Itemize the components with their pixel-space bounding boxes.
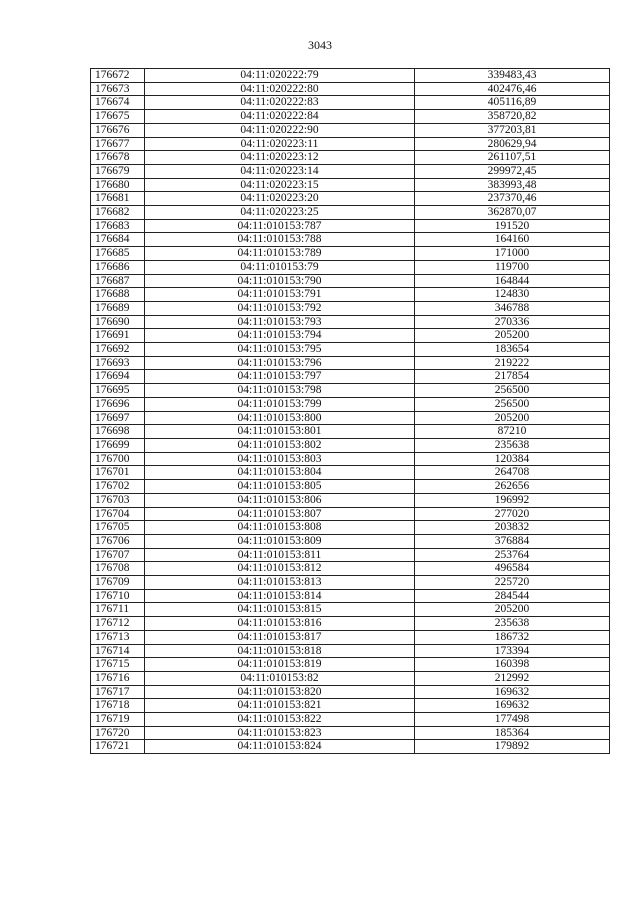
cadastral-number-cell: 04:11:020222:84	[145, 110, 415, 124]
cadastral-value-cell: 120384	[415, 452, 610, 466]
table-row	[91, 534, 610, 548]
table-row	[91, 315, 610, 329]
cadastral-value-cell: 164160	[415, 233, 610, 247]
row-number-cell: 176716	[91, 671, 145, 685]
cadastral-number-cell: 04:11:010153:823	[145, 726, 415, 740]
cadastral-value-cell: 169632	[415, 699, 610, 713]
table-row	[91, 438, 610, 452]
table-row	[91, 96, 610, 110]
cadastral-number-cell: 04:11:010153:819	[145, 658, 415, 672]
cadastral-value-cell: 280629,94	[415, 137, 610, 151]
cadastral-number-cell: 04:11:010153:815	[145, 603, 415, 617]
cadastral-value-cell: 402476,46	[415, 82, 610, 96]
cadastral-number-cell: 04:11:010153:795	[145, 343, 415, 357]
table-row	[91, 685, 610, 699]
table-row	[91, 630, 610, 644]
row-number-cell: 176688	[91, 288, 145, 302]
row-number-cell: 176690	[91, 315, 145, 329]
cadastral-number-cell: 04:11:010153:822	[145, 713, 415, 727]
table-row	[91, 644, 610, 658]
cadastral-value-cell: 179892	[415, 740, 610, 754]
row-number-cell: 176694	[91, 370, 145, 384]
cadastral-value-cell: 235638	[415, 617, 610, 631]
row-number-cell: 176697	[91, 411, 145, 425]
row-number-cell: 176705	[91, 521, 145, 535]
table-row	[91, 713, 610, 727]
row-number-cell: 176685	[91, 247, 145, 261]
cadastral-value-cell: 496584	[415, 562, 610, 576]
cadastral-value-cell: 183654	[415, 343, 610, 357]
cadastral-number-cell: 04:11:020223:11	[145, 137, 415, 151]
table-row	[91, 219, 610, 233]
table-row	[91, 151, 610, 165]
row-number-cell: 176689	[91, 301, 145, 315]
cadastral-number-cell: 04:11:010153:792	[145, 301, 415, 315]
row-number-cell: 176691	[91, 329, 145, 343]
row-number-cell: 176699	[91, 438, 145, 452]
cadastral-number-cell: 04:11:010153:804	[145, 466, 415, 480]
cadastral-value-cell: 377203,81	[415, 123, 610, 137]
row-number-cell: 176693	[91, 356, 145, 370]
table-row	[91, 343, 610, 357]
table-row	[91, 548, 610, 562]
table-row	[91, 740, 610, 754]
table-row	[91, 411, 610, 425]
table-row	[91, 452, 610, 466]
cadastral-value-cell: 235638	[415, 438, 610, 452]
cadastral-value-cell: 261107,51	[415, 151, 610, 165]
table-row	[91, 233, 610, 247]
row-number-cell: 176709	[91, 576, 145, 590]
cadastral-value-cell: 203832	[415, 521, 610, 535]
cadastral-value-cell: 256500	[415, 384, 610, 398]
cadastral-value-cell: 405116,89	[415, 96, 610, 110]
cadastral-value-cell: 256500	[415, 397, 610, 411]
table-row	[91, 466, 610, 480]
cadastral-value-cell: 299972,45	[415, 164, 610, 178]
row-number-cell: 176720	[91, 726, 145, 740]
cadastral-value-cell: 376884	[415, 534, 610, 548]
cadastral-value-cell: 284544	[415, 589, 610, 603]
cadastral-number-cell: 04:11:010153:816	[145, 617, 415, 631]
cadastral-value-cell: 124830	[415, 288, 610, 302]
cadastral-number-cell: 04:11:020223:15	[145, 178, 415, 192]
cadastral-number-cell: 04:11:010153:814	[145, 589, 415, 603]
row-number-cell: 176719	[91, 713, 145, 727]
table-row	[91, 507, 610, 521]
cadastral-value-cell: 185364	[415, 726, 610, 740]
row-number-cell: 176681	[91, 192, 145, 206]
cadastral-value-cell: 169632	[415, 685, 610, 699]
table-row	[91, 521, 610, 535]
row-number-cell: 176711	[91, 603, 145, 617]
cadastral-number-cell: 04:11:010153:789	[145, 247, 415, 261]
cadastral-value-cell: 253764	[415, 548, 610, 562]
table-row	[91, 699, 610, 713]
row-number-cell: 176707	[91, 548, 145, 562]
cadastral-value-cell: 339483,43	[415, 69, 610, 83]
cadastral-number-cell: 04:11:010153:817	[145, 630, 415, 644]
cadastral-value-cell: 270336	[415, 315, 610, 329]
cadastral-value-cell: 171000	[415, 247, 610, 261]
table-row	[91, 192, 610, 206]
cadastral-number-cell: 04:11:010153:793	[145, 315, 415, 329]
row-number-cell: 176672	[91, 69, 145, 83]
cadastral-value-cell: 237370,46	[415, 192, 610, 206]
table-row	[91, 69, 610, 83]
table-row	[91, 617, 610, 631]
table-row	[91, 288, 610, 302]
cadastral-value-cell: 212992	[415, 671, 610, 685]
table-row	[91, 384, 610, 398]
cadastral-number-cell: 04:11:010153:811	[145, 548, 415, 562]
table-row	[91, 425, 610, 439]
row-number-cell: 176695	[91, 384, 145, 398]
cadastral-number-cell: 04:11:020222:83	[145, 96, 415, 110]
cadastral-number-cell: 04:11:010153:800	[145, 411, 415, 425]
table-row	[91, 123, 610, 137]
table-row	[91, 301, 610, 315]
cadastral-value-cell: 217854	[415, 370, 610, 384]
cadastral-number-cell: 04:11:010153:790	[145, 274, 415, 288]
cadastral-number-cell: 04:11:010153:824	[145, 740, 415, 754]
cadastral-value-cell: 383993,48	[415, 178, 610, 192]
cadastral-number-cell: 04:11:010153:809	[145, 534, 415, 548]
cadastral-number-cell: 04:11:020223:25	[145, 206, 415, 220]
cadastral-number-cell: 04:11:010153:812	[145, 562, 415, 576]
cadastral-number-cell: 04:11:010153:82	[145, 671, 415, 685]
cadastral-value-cell: 358720,82	[415, 110, 610, 124]
row-number-cell: 176673	[91, 82, 145, 96]
cadastral-value-cell: 173394	[415, 644, 610, 658]
row-number-cell: 176684	[91, 233, 145, 247]
row-number-cell: 176687	[91, 274, 145, 288]
table-row	[91, 274, 610, 288]
cadastral-number-cell: 04:11:020223:20	[145, 192, 415, 206]
table-row	[91, 726, 610, 740]
cadastral-number-cell: 04:11:010153:806	[145, 493, 415, 507]
row-number-cell: 176700	[91, 452, 145, 466]
cadastral-number-cell: 04:11:020222:80	[145, 82, 415, 96]
table-row	[91, 562, 610, 576]
row-number-cell: 176674	[91, 96, 145, 110]
table-row	[91, 82, 610, 96]
row-number-cell: 176712	[91, 617, 145, 631]
cadastral-number-cell: 04:11:010153:791	[145, 288, 415, 302]
row-number-cell: 176703	[91, 493, 145, 507]
cadastral-number-cell: 04:11:020223:12	[145, 151, 415, 165]
cadastral-number-cell: 04:11:010153:798	[145, 384, 415, 398]
cadastral-number-cell: 04:11:010153:803	[145, 452, 415, 466]
cadastral-value-cell: 196992	[415, 493, 610, 507]
cadastral-value-cell: 87210	[415, 425, 610, 439]
cadastral-value-cell: 205200	[415, 411, 610, 425]
cadastral-number-cell: 04:11:010153:818	[145, 644, 415, 658]
table-row	[91, 480, 610, 494]
row-number-cell: 176686	[91, 260, 145, 274]
cadastral-value-cell: 262656	[415, 480, 610, 494]
cadastral-number-cell: 04:11:010153:799	[145, 397, 415, 411]
cadastral-number-cell: 04:11:010153:79	[145, 260, 415, 274]
row-number-cell: 176715	[91, 658, 145, 672]
table-body	[91, 69, 610, 754]
row-number-cell: 176701	[91, 466, 145, 480]
cadastral-number-cell: 04:11:010153:797	[145, 370, 415, 384]
cadastral-value-cell: 186732	[415, 630, 610, 644]
cadastral-number-cell: 04:11:010153:821	[145, 699, 415, 713]
row-number-cell: 176713	[91, 630, 145, 644]
cadastral-value-cell: 164844	[415, 274, 610, 288]
cadastral-number-cell: 04:11:010153:787	[145, 219, 415, 233]
table-row	[91, 206, 610, 220]
row-number-cell: 176721	[91, 740, 145, 754]
row-number-cell: 176702	[91, 480, 145, 494]
table-row	[91, 603, 610, 617]
cadastral-value-cell: 205200	[415, 603, 610, 617]
table-row	[91, 329, 610, 343]
cadastral-number-cell: 04:11:010153:802	[145, 438, 415, 452]
cadastral-value-cell: 264708	[415, 466, 610, 480]
cadastral-number-cell: 04:11:010153:813	[145, 576, 415, 590]
cadastral-value-cell: 119700	[415, 260, 610, 274]
row-number-cell: 176676	[91, 123, 145, 137]
table-row	[91, 589, 610, 603]
cadastral-number-cell: 04:11:010153:801	[145, 425, 415, 439]
table-row	[91, 178, 610, 192]
cadastral-number-cell: 04:11:020222:79	[145, 69, 415, 83]
cadastral-number-cell: 04:11:010153:794	[145, 329, 415, 343]
cadastral-number-cell: 04:11:010153:807	[145, 507, 415, 521]
cadastral-value-cell: 160398	[415, 658, 610, 672]
row-number-cell: 176696	[91, 397, 145, 411]
row-number-cell: 176692	[91, 343, 145, 357]
row-number-cell: 176706	[91, 534, 145, 548]
table-row	[91, 260, 610, 274]
cadastral-number-cell: 04:11:010153:805	[145, 480, 415, 494]
cadastral-value-cell: 277020	[415, 507, 610, 521]
cadastral-value-cell: 225720	[415, 576, 610, 590]
cadastral-number-cell: 04:11:010153:820	[145, 685, 415, 699]
cadastral-value-cell: 205200	[415, 329, 610, 343]
cadastral-number-cell: 04:11:010153:796	[145, 356, 415, 370]
row-number-cell: 176704	[91, 507, 145, 521]
cadastral-value-cell: 362870,07	[415, 206, 610, 220]
cadastral-number-cell: 04:11:020222:90	[145, 123, 415, 137]
cadastral-value-table	[90, 68, 610, 754]
row-number-cell: 176683	[91, 219, 145, 233]
row-number-cell: 176677	[91, 137, 145, 151]
cadastral-value-cell: 177498	[415, 713, 610, 727]
row-number-cell: 176714	[91, 644, 145, 658]
table-row	[91, 247, 610, 261]
row-number-cell: 176678	[91, 151, 145, 165]
row-number-cell: 176718	[91, 699, 145, 713]
table-row	[91, 397, 610, 411]
table-row	[91, 356, 610, 370]
table-row	[91, 493, 610, 507]
cadastral-number-cell: 04:11:020223:14	[145, 164, 415, 178]
cadastral-value-cell: 346788	[415, 301, 610, 315]
page-number: 3043	[308, 38, 332, 52]
table-row	[91, 658, 610, 672]
row-number-cell: 176679	[91, 164, 145, 178]
cadastral-number-cell: 04:11:010153:808	[145, 521, 415, 535]
table-row	[91, 137, 610, 151]
row-number-cell: 176680	[91, 178, 145, 192]
table-row	[91, 110, 610, 124]
row-number-cell: 176710	[91, 589, 145, 603]
table-row	[91, 370, 610, 384]
cadastral-number-cell: 04:11:010153:788	[145, 233, 415, 247]
row-number-cell: 176708	[91, 562, 145, 576]
cadastral-value-cell: 191520	[415, 219, 610, 233]
table-row	[91, 164, 610, 178]
row-number-cell: 176675	[91, 110, 145, 124]
row-number-cell: 176698	[91, 425, 145, 439]
row-number-cell: 176717	[91, 685, 145, 699]
table-row	[91, 671, 610, 685]
cadastral-value-cell: 219222	[415, 356, 610, 370]
table-row	[91, 576, 610, 590]
row-number-cell: 176682	[91, 206, 145, 220]
